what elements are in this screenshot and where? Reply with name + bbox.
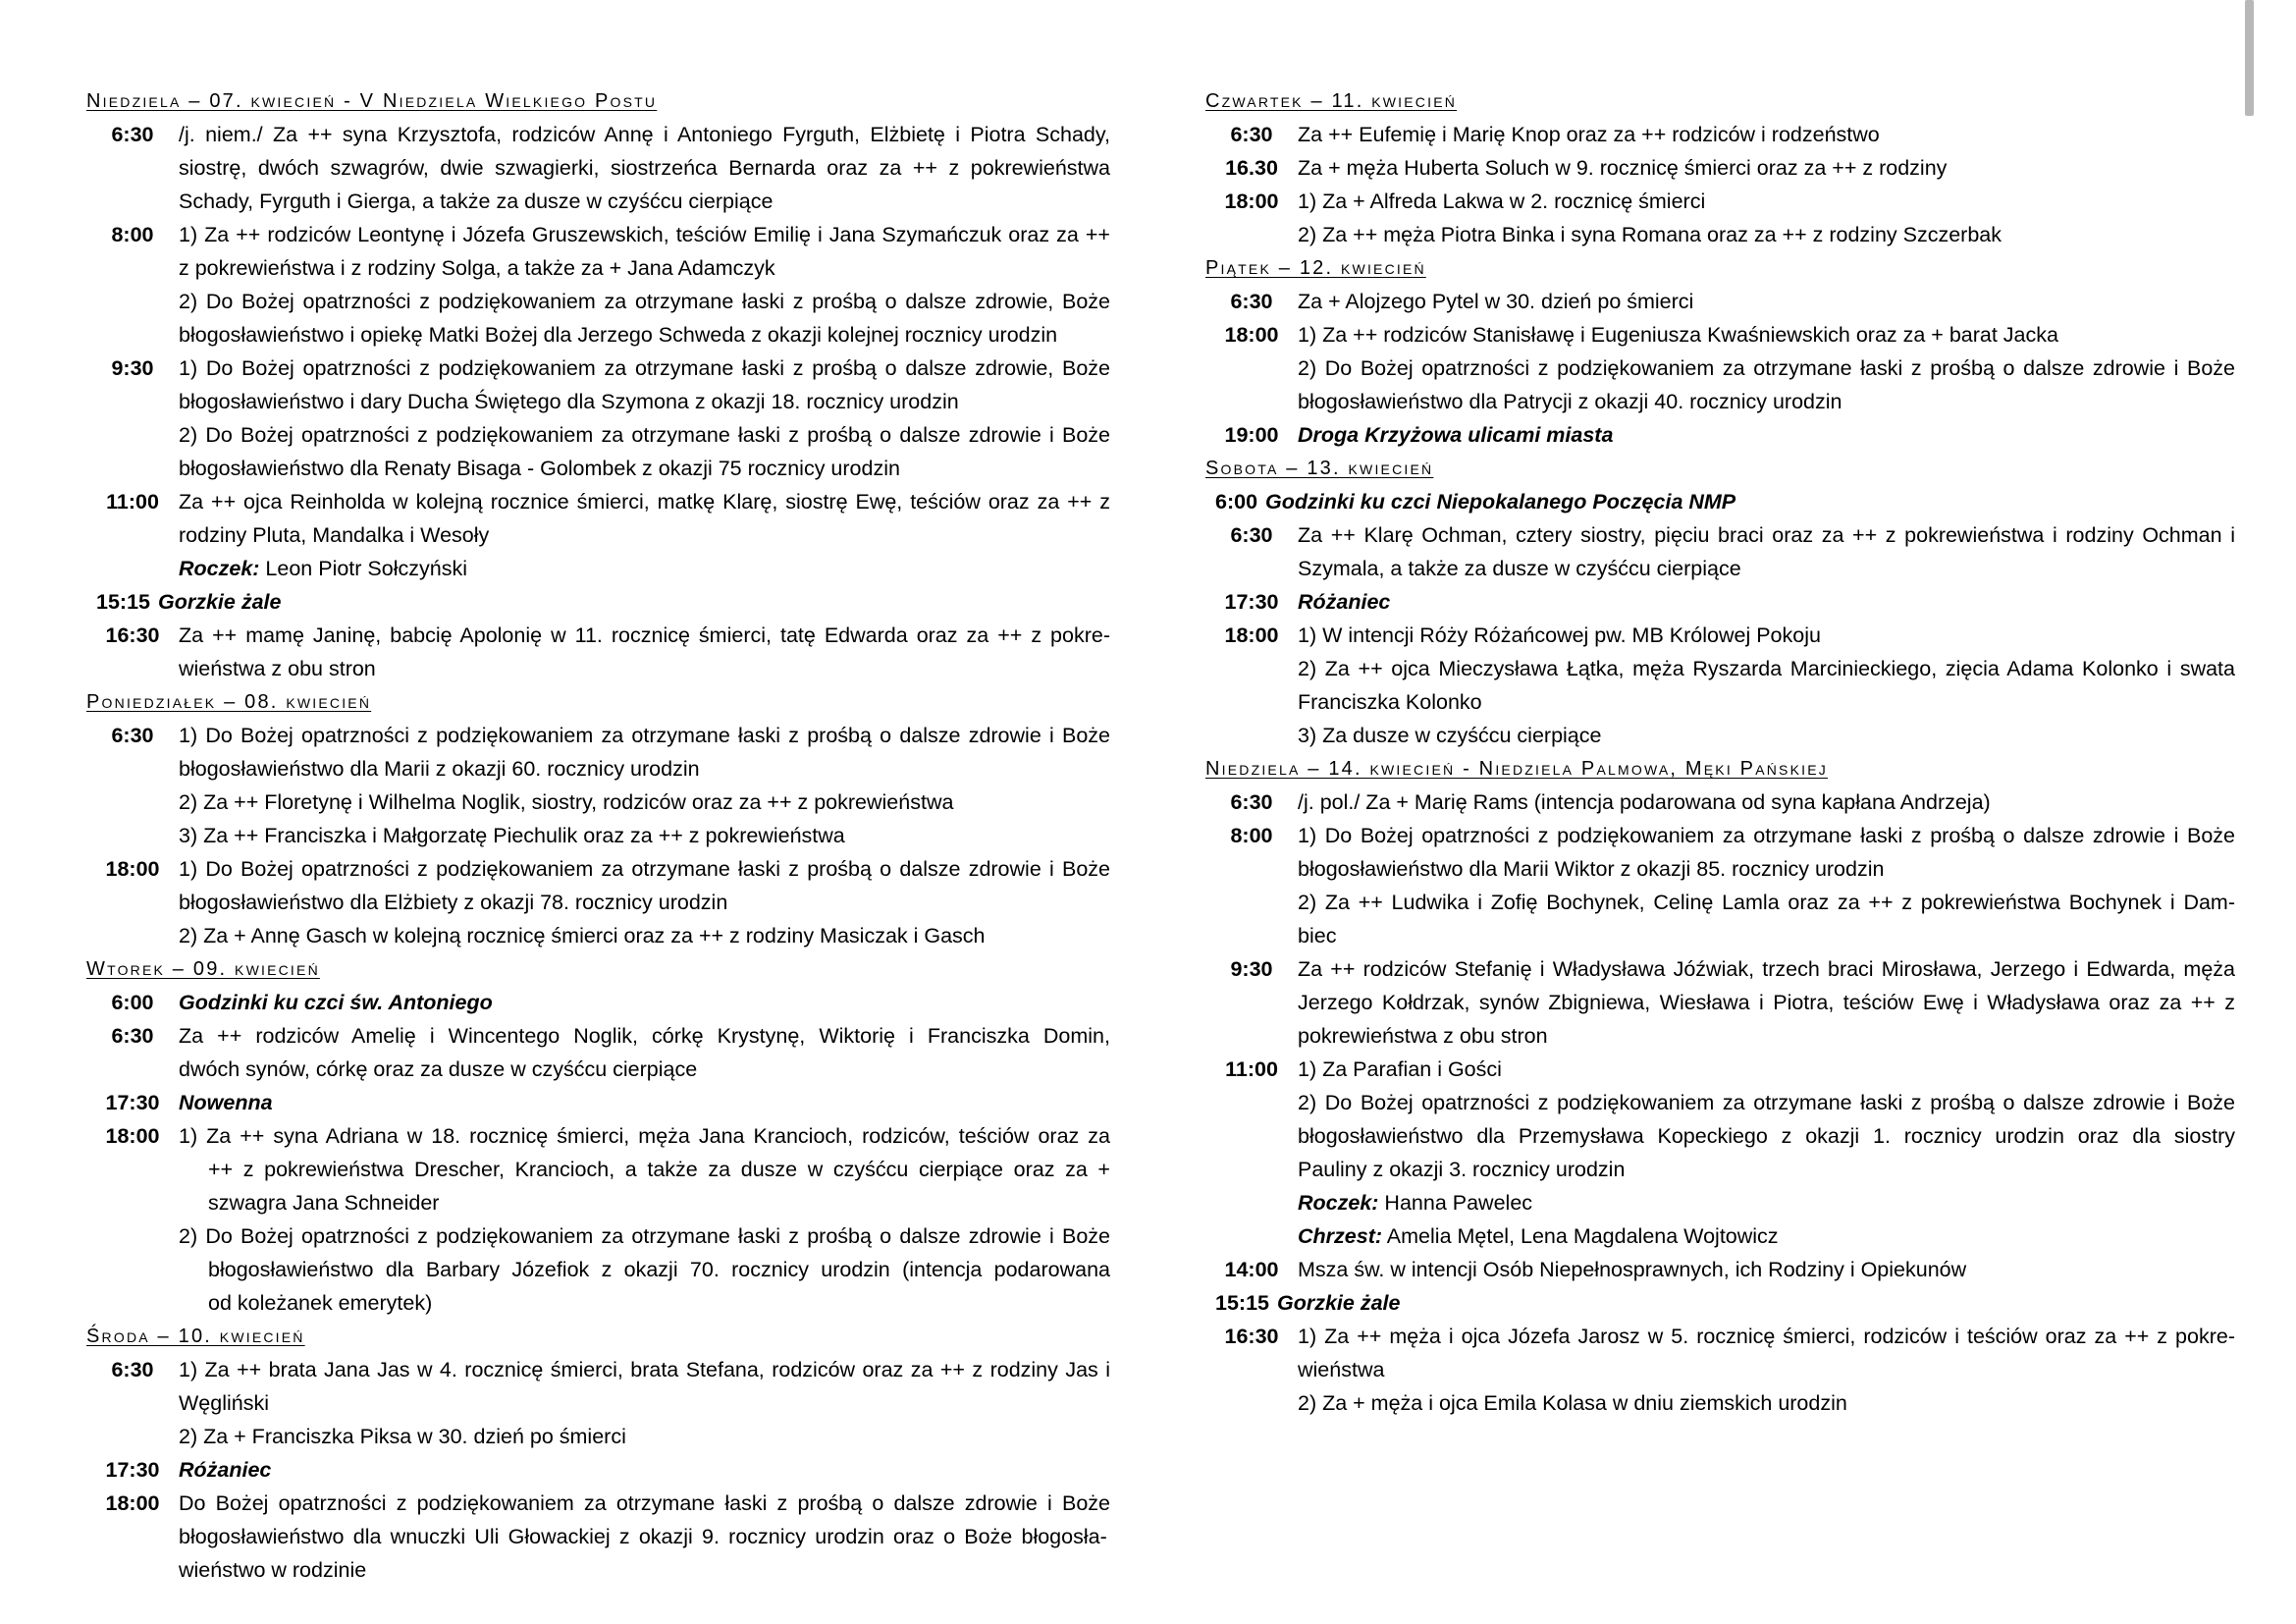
text-line <box>179 1219 1110 1253</box>
mass-entry <box>86 619 1110 685</box>
text-line <box>179 352 1110 385</box>
intention-text <box>1298 585 2235 619</box>
text-line <box>1277 1286 2235 1320</box>
mass-time: 15:15 <box>96 590 150 614</box>
service-name: Nowenna <box>179 1091 273 1114</box>
line-text: 1) Za ++ rodziców Stanisławę i Eugeniusza Kwaśniewskich oraz za + barat Jacka <box>1298 323 2058 347</box>
text-line <box>179 1286 1110 1320</box>
intention-text <box>1298 151 2235 185</box>
text-line <box>179 986 1110 1019</box>
line-text: błogosławieństwo i dary Ducha Świętego dla Szymona z okazji 18. rocznicy urodzin <box>179 390 959 413</box>
line-text: błogosławieństwo dla Marii Wiktor z okazji 85. rocznicy urodzin <box>1298 857 1885 881</box>
mass-entry <box>1205 585 2235 619</box>
intention-text <box>1298 1053 2235 1253</box>
mass-time: 6:30 <box>1230 790 1273 814</box>
line-text: 2) Do Bożej opatrzności z podziękowaniem za otrzymane łaski z prośbą o dalsze zdrowie i Boże <box>179 423 1110 447</box>
text-line <box>1298 285 2235 318</box>
line-text: 2) Za + Franciszka Piksa w 30. dzień po śmierci <box>179 1425 626 1448</box>
mass-time: 6:00 <box>1215 490 1258 514</box>
service-name: Droga Krzyżowa ulicami miasta <box>1298 423 1614 447</box>
text-line <box>179 1253 1110 1286</box>
mass-time: 6:30 <box>1230 523 1273 547</box>
mass-entry <box>86 719 1110 852</box>
line-text: 2) Do Bożej opatrzności z podziękowaniem za otrzymane łaski z prośbą o dalsze zdrowie i Boże <box>1298 356 2235 380</box>
line-text: Za + męża Huberta Soluch w 9. rocznicę śmierci oraz za ++ z rodziny <box>1298 156 1948 180</box>
text-line <box>1298 986 2235 1019</box>
service-name: Godzinki ku czci św. Antoniego <box>179 991 493 1014</box>
line-text: 2) Za + Annę Gasch w kolejną rocznicę śmierci oraz za ++ z rodziny Masiczak i Gasch <box>179 924 986 947</box>
text-line <box>1298 385 2235 418</box>
text-line <box>179 452 1110 485</box>
mass-entry <box>86 852 1110 952</box>
text-line <box>1298 185 2235 218</box>
line-text: wieństwo w rodzinie <box>179 1558 367 1582</box>
text-line <box>179 719 1110 752</box>
line-text: Za ++ Klarę Ochman, cztery siostry, pięciu braci oraz za ++ z pokrewieństwa i rodziny Ochman i <box>1298 523 2235 547</box>
text-line <box>179 285 1110 318</box>
text-line <box>179 518 1110 552</box>
line-text: ++ z pokrewieństwa Drescher, Krancioch, a także za dusze w czyśćcu cierpiące oraz za + <box>208 1158 1110 1181</box>
line-text: 2) Za + męża i ojca Emila Kolasa w dniu ziemskich urodzin <box>1298 1391 1847 1415</box>
text-line <box>179 1553 1110 1587</box>
mass-entry <box>1205 1286 2235 1320</box>
line-text: Za ++ Eufemię i Marię Knop oraz za ++ rodziców i rodzeństwo <box>1298 123 1880 146</box>
intention-text <box>179 1086 1110 1119</box>
text-line <box>1298 1186 2235 1219</box>
mass-time: 6:30 <box>111 123 154 146</box>
mass-entry <box>86 1353 1110 1453</box>
mass-entry <box>86 218 1110 352</box>
text-line <box>179 1119 1110 1153</box>
intention-text <box>179 218 1110 352</box>
text-line <box>1298 619 2235 652</box>
intention-text <box>1298 819 2235 952</box>
intention-text <box>179 986 1110 1019</box>
service-name: Godzinki ku czci Niepokalanego Poczęcia NMP <box>1265 490 1736 514</box>
text-line <box>179 1019 1110 1053</box>
text-line <box>1298 352 2235 385</box>
right-column <box>1205 84 2235 1420</box>
mass-entry <box>86 1019 1110 1086</box>
text-line <box>1298 318 2235 352</box>
text-line <box>179 552 1110 585</box>
mass-time: 18:00 <box>1224 323 1279 347</box>
inline-label: Chrzest: <box>1298 1224 1383 1248</box>
line-text: biec <box>1298 924 1337 947</box>
mass-time: 14:00 <box>1224 1258 1279 1281</box>
mass-time: 18:00 <box>1224 623 1279 647</box>
text-line <box>179 185 1110 218</box>
text-line <box>179 218 1110 251</box>
line-text: 2) Za ++ Floretynę i Wilhelma Noglik, siostry, rodziców oraz za ++ z pokrewieństwa <box>179 790 954 814</box>
line-text: 2) Do Bożej opatrzności z podziękowaniem za otrzymane łaski z prośbą o dalsze zdrowie i Boże <box>1298 1091 2235 1114</box>
mass-entry <box>1205 952 2235 1053</box>
text-line <box>179 151 1110 185</box>
mass-time: 15:15 <box>1215 1291 1269 1315</box>
mass-entry <box>1205 151 2235 185</box>
mass-time: 16:30 <box>1224 1325 1279 1348</box>
mass-time: 6:30 <box>1230 123 1273 146</box>
text-line <box>179 785 1110 819</box>
line-text: Schady, Fyrguth i Gierga, a także za dusze w czyśćcu cierpiące <box>179 189 774 213</box>
line-text: 1) Do Bożej opatrzności z podziękowaniem za otrzymane łaski z prośbą o dalsze zdrowie i Boże <box>1298 824 2235 847</box>
line-text: /j. niem./ Za ++ syna Krzysztofa, rodziców Annę i Antoniego Fyrguth, Elżbietę i Piotra Schady, <box>179 123 1110 146</box>
mass-time: 8:00 <box>111 223 154 246</box>
intention-text <box>1298 952 2235 1053</box>
text-line <box>1298 852 2235 886</box>
mass-time: 9:30 <box>111 356 154 380</box>
intention-text <box>1298 318 2235 418</box>
text-line <box>179 385 1110 418</box>
line-text: /j. pol./ Za + Marię Rams (intencja podarowana od syna kapłana Andrzeja) <box>1298 790 1991 814</box>
text-line <box>1298 919 2235 952</box>
text-line <box>179 118 1110 151</box>
mass-time: 6:30 <box>1230 290 1273 313</box>
text-line <box>179 1353 1110 1386</box>
day-header: Poniedziałek – 08. kwiecień <box>86 691 372 713</box>
line-text: Węgliński <box>179 1391 269 1415</box>
text-line <box>179 1386 1110 1420</box>
line-text: 1) Za ++ syna Adriana w 18. rocznicę śmierci, męża Jana Krancioch, rodziców, teściów oraz za <box>179 1124 1110 1148</box>
line-text: 1) Za Parafian i Gości <box>1298 1057 1502 1081</box>
mass-entry <box>86 1453 1110 1487</box>
text-line <box>1298 819 2235 852</box>
line-text: 2) Za ++ ojca Mieczysława Łątka, męża Ryszarda Marcinieckiego, zięcia Adama Kolonko i swata <box>1298 657 2235 680</box>
text-line <box>179 619 1110 652</box>
mass-entry <box>86 585 1110 619</box>
mass-time: 6:30 <box>111 1024 154 1048</box>
intention-text <box>179 1019 1110 1086</box>
text-line <box>1298 151 2235 185</box>
intention-text <box>179 852 1110 952</box>
text-line <box>179 1487 1110 1520</box>
scrollbar[interactable] <box>2245 0 2254 116</box>
text-line <box>179 1153 1110 1186</box>
text-line <box>1298 552 2235 585</box>
intention-text <box>1298 285 2235 318</box>
mass-entry <box>1205 785 2235 819</box>
line-text: Za ++ ojca Reinholda w kolejną rocznice śmierci, matkę Klarę, siostrę Ewę, teściów oraz za ++ z <box>179 490 1110 514</box>
mass-time: 17:30 <box>1224 590 1279 614</box>
mass-entry <box>1205 185 2235 251</box>
text-line <box>179 251 1110 285</box>
line-text: Hanna Pawelec <box>1378 1191 1533 1215</box>
line-text: 1) Za + Alfreda Lakwa w 2. rocznicę śmierci <box>1298 189 1706 213</box>
mass-time: 17:30 <box>105 1091 160 1114</box>
line-text: błogosławieństwo dla Elżbiety z okazji 78. rocznicy urodzin <box>179 891 728 914</box>
mass-time: 18:00 <box>1224 189 1279 213</box>
line-text: Za ++ rodziców Stefanię i Władysława Jóźwiak, trzech braci Mirosława, Jerzego i Edwarda, męża <box>1298 957 2235 981</box>
intention-text <box>158 585 1110 619</box>
mass-entry <box>1205 619 2235 752</box>
service-name: Gorzkie żale <box>1277 1291 1401 1315</box>
intention-text <box>1277 1286 2235 1320</box>
text-line <box>179 1053 1110 1086</box>
text-line <box>179 485 1110 518</box>
day-header: Niedziela – 14. kwiecień - Niedziela Palmowa, Męki Pańskiej <box>1205 758 1828 780</box>
service-name: Różaniec <box>1298 590 1391 614</box>
line-text: wieństwa z obu stron <box>179 657 376 680</box>
text-line <box>1298 886 2235 919</box>
text-line <box>179 1186 1110 1219</box>
mass-time: 18:00 <box>105 1124 160 1148</box>
intention-text <box>1298 1320 2235 1420</box>
line-text: 1) Do Bożej opatrzności z podziękowaniem za otrzymane łaski z prośbą o dalsze zdrowie i Boże <box>179 724 1110 747</box>
line-text: Za ++ rodziców Amelię i Wincentego Noglik, córkę Krystynę, Wiktorię i Franciszka Domin, <box>179 1024 1110 1048</box>
line-text: Msza św. w intencji Osób Niepełnosprawnych, ich Rodziny i Opiekunów <box>1298 1258 1967 1281</box>
line-text: 3) Za dusze w czyśćcu cierpiące <box>1298 724 1602 747</box>
day-header: Sobota – 13. kwiecień <box>1205 458 1434 479</box>
mass-entry <box>86 1119 1110 1320</box>
intention-text <box>179 1453 1110 1487</box>
line-text: Za ++ mamę Janinę, babcię Apolonię w 11. rocznicę śmierci, tatę Edwarda oraz za ++ z pokre- <box>179 623 1110 647</box>
text-line <box>1298 1353 2235 1386</box>
intention-text <box>179 1119 1110 1320</box>
text-line <box>179 1420 1110 1453</box>
line-text: 2) Do Bożej opatrzności z podziękowaniem za otrzymane łaski z prośbą o dalsze zdrowie i Boże <box>179 1224 1110 1248</box>
text-line <box>1298 652 2235 685</box>
intention-text <box>1298 785 2235 819</box>
text-line <box>1298 585 2235 619</box>
line-text: 1) Za ++ rodziców Leontynę i Józefa Gruszewskich, teściów Emilię i Jana Szymańczuk oraz za ++ <box>179 223 1110 246</box>
text-line <box>1298 518 2235 552</box>
mass-entry <box>1205 1253 2235 1286</box>
intention-text <box>1298 518 2235 585</box>
line-text: błogosławieństwo i opiekę Matki Bożej dla Jerzego Schweda z okazji kolejnej rocznicy urodzin <box>179 323 1058 347</box>
line-text: 1) Za ++ brata Jana Jas w 4. rocznicę śmierci, brata Stefana, rodziców oraz za ++ z rodziny Jas i <box>179 1358 1110 1381</box>
intention-text <box>1298 1253 2235 1286</box>
line-text: Za + Alojzego Pytel w 30. dzień po śmierci <box>1298 290 1694 313</box>
mass-time: 18:00 <box>105 1491 160 1515</box>
line-text: błogosławieństwo dla Renaty Bisaga - Golombek z okazji 75 rocznicy urodzin <box>179 457 900 480</box>
mass-time: 19:00 <box>1224 423 1279 447</box>
text-line <box>179 852 1110 886</box>
line-text: siostrę, dwóch szwagrów, dwie szwagierki, siostrzeńca Bernarda oraz za ++ z pokrewieństwa <box>179 156 1110 180</box>
intention-text <box>1298 185 2235 251</box>
text-line <box>1298 1019 2235 1053</box>
line-text: Do Bożej opatrzności z podziękowaniem za otrzymane łaski z prośbą o dalsze zdrowie i Boże <box>179 1491 1110 1515</box>
mass-time: 11:00 <box>106 490 159 514</box>
line-text: Franciszka Kolonko <box>1298 690 1482 714</box>
text-line <box>179 752 1110 785</box>
line-text: dwóch synów, córkę oraz za dusze w czyśćcu cierpiące <box>179 1057 698 1081</box>
mass-time: 11:00 <box>1225 1057 1278 1081</box>
service-name: Różaniec <box>179 1458 272 1482</box>
text-line <box>1298 1086 2235 1119</box>
mass-time: 16.30 <box>1225 156 1278 180</box>
line-text: 2) Do Bożej opatrzności z podziękowaniem za otrzymane łaski z prośbą o dalsze zdrowie, Boże <box>179 290 1110 313</box>
line-text: od koleżanek emerytek) <box>208 1291 433 1315</box>
mass-entry <box>1205 485 2235 518</box>
text-line <box>1298 1219 2235 1253</box>
text-line <box>1298 1053 2235 1086</box>
line-text: 1) Do Bożej opatrzności z podziękowaniem za otrzymane łaski z prośbą o dalsze zdrowie i Boże <box>179 857 1110 881</box>
line-text: Leon Piotr Sołczyński <box>259 557 467 580</box>
intention-text <box>1265 485 2235 518</box>
intention-text <box>1298 118 2235 151</box>
line-text: 1) Do Bożej opatrzności z podziękowaniem za otrzymane łaski z prośbą o dalsze zdrowie, Boże <box>179 356 1110 380</box>
line-text: wieństwa <box>1298 1358 1385 1381</box>
text-line <box>179 1086 1110 1119</box>
line-text: z pokrewieństwa i z rodziny Solga, a także za + Jana Adamczyk <box>179 256 775 280</box>
text-line <box>1298 1386 2235 1420</box>
line-text: 3) Za ++ Franciszka i Małgorzatę Piechulik oraz za ++ z pokrewieństwa <box>179 824 845 847</box>
intention-text <box>179 619 1110 685</box>
line-text: szwagra Jana Schneider <box>208 1191 440 1215</box>
day-header: Niedziela – 07. kwiecień - V Niedziela Wielkiego Postu <box>86 90 658 112</box>
mass-entry <box>1205 1053 2235 1253</box>
mass-time: 9:30 <box>1230 957 1273 981</box>
line-text: Amelia Mętel, Lena Magdalena Wojtowicz <box>1382 1224 1779 1248</box>
line-text: błogosławieństwo dla Marii z okazji 60. rocznicy urodzin <box>179 757 700 781</box>
intention-text <box>179 719 1110 852</box>
text-line <box>1298 118 2235 151</box>
day-header: Piątek – 12. kwiecień <box>1205 257 1426 279</box>
mass-entry <box>1205 819 2235 952</box>
text-line <box>179 652 1110 685</box>
text-line <box>179 418 1110 452</box>
line-text: 2) Za ++ męża Piotra Binka i syna Romana oraz za ++ z rodziny Szczerbak <box>1298 223 2002 246</box>
mass-entry <box>86 1086 1110 1119</box>
mass-time: 8:00 <box>1230 824 1273 847</box>
mass-time: 6:00 <box>111 991 154 1014</box>
text-line <box>1298 1153 2235 1186</box>
text-line <box>179 919 1110 952</box>
line-text: pokrewieństwa z obu stron <box>1298 1024 1548 1048</box>
text-line <box>158 585 1110 619</box>
mass-entry <box>1205 318 2235 418</box>
line-text: rodziny Pluta, Mandalka i Wesoły <box>179 523 490 547</box>
intention-text <box>179 118 1110 218</box>
text-line <box>1298 685 2235 719</box>
text-line <box>179 1453 1110 1487</box>
intention-text <box>179 1353 1110 1453</box>
text-line <box>179 1520 1110 1553</box>
text-line <box>1298 418 2235 452</box>
day-header: Wtorek – 09. kwiecień <box>86 958 320 980</box>
line-text: Pauliny z okazji 3. rocznicy urodzin <box>1298 1158 1626 1181</box>
line-text: błogosławieństwo dla Patrycji z okazji 40. rocznicy urodzin <box>1298 390 1842 413</box>
mass-entry <box>1205 418 2235 452</box>
mass-time: 6:30 <box>111 1358 154 1381</box>
line-text: 2) Za ++ Ludwika i Zofię Bochynek, Celinę Lamla oraz za ++ z pokrewieństwa Bochynek i Dam- <box>1298 891 2235 914</box>
mass-entry <box>1205 1320 2235 1420</box>
mass-entry <box>86 485 1110 585</box>
mass-time: 18:00 <box>105 857 160 881</box>
mass-entry <box>1205 118 2235 151</box>
line-text: 1) W intencji Róży Różańcowej pw. MB Królowej Pokoju <box>1298 623 1821 647</box>
intention-text <box>1298 418 2235 452</box>
line-text: błogosławieństwo dla Przemysława Kopeckiego z okazji 1. rocznicy urodzin oraz dla siostry <box>1298 1124 2235 1148</box>
mass-entry <box>86 352 1110 485</box>
line-text: Jerzego Kołdrzak, synów Zbigniewa, Wiesława i Piotra, teściów Ewę i Władysława oraz za ++ z <box>1298 991 2235 1014</box>
text-line <box>1298 1253 2235 1286</box>
mass-entry <box>86 986 1110 1019</box>
text-line <box>1265 485 2235 518</box>
line-text: Szymala, a także za dusze w czyśćcu cierpiące <box>1298 557 1741 580</box>
day-header: Środa – 10. kwiecień <box>86 1326 305 1347</box>
left-column <box>86 84 1110 1587</box>
service-name: Gorzkie żale <box>158 590 282 614</box>
text-line <box>1298 1320 2235 1353</box>
inline-label: Roczek: <box>179 557 260 580</box>
intention-text <box>179 1487 1110 1587</box>
text-line <box>1298 719 2235 752</box>
intention-text <box>179 485 1110 585</box>
mass-time: 16:30 <box>105 623 160 647</box>
text-line <box>179 819 1110 852</box>
text-line <box>179 886 1110 919</box>
line-text: błogosławieństwo dla Barbary Józefiok z okazji 70. rocznicy urodzin (intencja podarowana <box>208 1258 1110 1281</box>
mass-entry <box>1205 518 2235 585</box>
text-line <box>179 318 1110 352</box>
text-line <box>1298 1119 2235 1153</box>
intention-text <box>179 352 1110 485</box>
line-text: błogosławieństwo dla wnuczki Uli Głowackiej z okazji 9. rocznicy urodzin oraz o Boże błogosła- <box>179 1525 1107 1548</box>
text-line <box>1298 952 2235 986</box>
mass-entry <box>86 118 1110 218</box>
inline-label: Roczek: <box>1298 1191 1379 1215</box>
day-header: Czwartek – 11. kwiecień <box>1205 90 1458 112</box>
mass-entry <box>1205 285 2235 318</box>
mass-entry <box>86 1487 1110 1587</box>
mass-time: 6:30 <box>111 724 154 747</box>
line-text: 1) Za ++ męża i ojca Józefa Jarosz w 5. rocznicę śmierci, rodziców i teściów oraz za ++ z pokre- <box>1298 1325 2235 1348</box>
text-line <box>1298 218 2235 251</box>
mass-time: 17:30 <box>105 1458 160 1482</box>
intention-text <box>1298 619 2235 752</box>
text-line <box>1298 785 2235 819</box>
